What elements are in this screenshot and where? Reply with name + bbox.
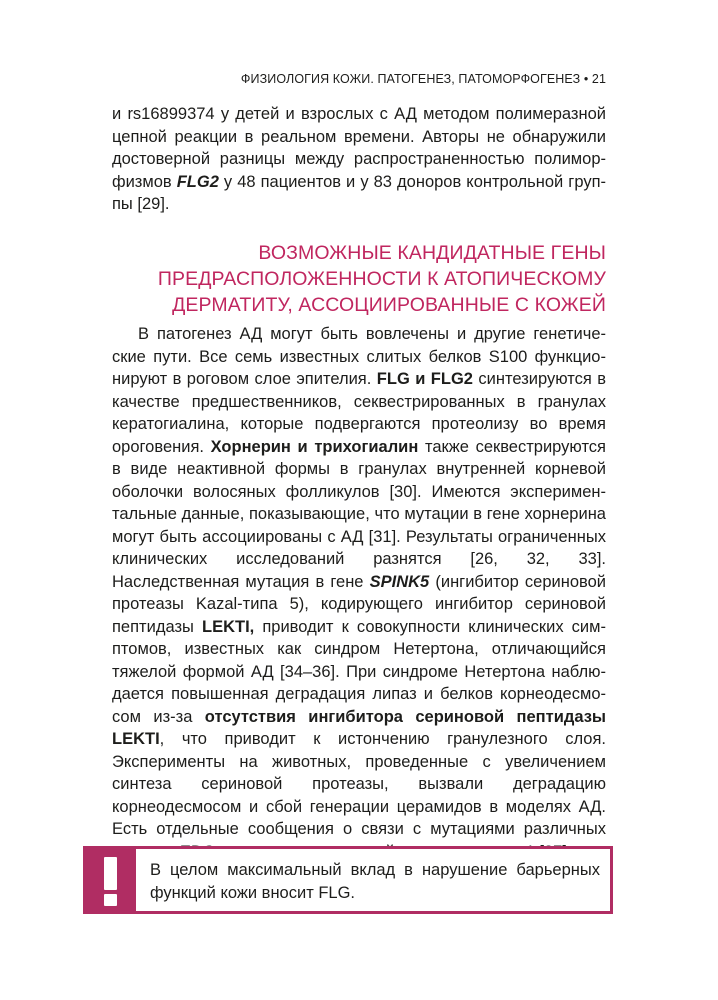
text-run: и rs16899374 у детей и взрослых с АД методом полимеразной цепной реакции в реальном времени. Авторы не обнаружили достоверной разницы между распространенностью полиморфизмов (112, 105, 606, 191)
bold-term-hornerin: Хорнерин и трихогиалин (210, 437, 419, 456)
section-heading-line-3: ДЕРМАТИТУ, АССОЦИИРОВАННЫЕ С КОЖЕЙ (172, 294, 606, 316)
text-run: В патогенез АД могут быть вовлечены и другие генетические пути. Все семь известных слитых белков S100 функционируют в роговом слое эпителия. (112, 325, 606, 388)
page-number: 21 (591, 72, 606, 86)
text-run: , что приводит к истончению гранулезного слоя. Эксперименты на животных, проведенные с увеличением синтеза сериновой протеазы, вызвали деградацию корнеодесмосом и сбой генерации церамидов в моделях АД. Есть отдельные сообщения о связи с мутациями различных (112, 730, 606, 838)
gene-name-flg2: FLG2 (176, 172, 219, 191)
text-run: синтезируются в качестве предшественников, секвестрированных в гранулах кератогиалина, которые подвергаются протеолизу во время ороговения. (112, 370, 606, 456)
running-header-separator: • (583, 72, 589, 86)
text-run: (ингибитор сериновой протеазы Kazal-типа 5), кодирующего ингибитор сериновой пептидазы (112, 572, 607, 636)
text-run: также секвестрируются в виде неактивной формы в гранулах внутренней корневой оболочки волосяных фолликулов [30]. Имеются экспериментальные данные, показывающие, что мутации в гене хорнерина могут быть ассоциированы с АД [31]. Результаты ограниченных клинических исследований разнятся [26, 32, 33]. Наследственная мутация в гене (112, 437, 606, 591)
gene-name-spink5: SPINK5 (369, 572, 430, 591)
key-point-callout (83, 846, 613, 914)
running-header (112, 72, 606, 86)
section-heading-line-1: ВОЗМОЖНЫЕ КАНДИДАТНЫЕ ГЕНЫ (258, 242, 606, 264)
bold-term-lekti: LEKTI, (201, 617, 255, 636)
intro-paragraph (112, 103, 606, 216)
section-heading (112, 240, 606, 318)
bold-term-flg: FLG и FLG2 (376, 370, 473, 388)
text-run: у 48 пациентов и у 83 доноров контрольной группы [29]. (112, 172, 607, 213)
exclamation-icon (86, 849, 136, 911)
main-paragraph (112, 323, 606, 863)
bold-term-lekti-absence: отсутствия ингибитора сериновой пептидазы LEKTI (112, 707, 606, 748)
text-run: приводит к совокупности клинических симптомов, известных как синдром Нетертона, отличающийся тяжелой формой АД [34–36]. При синдроме Нетертона наблюдается повышенная деградация липаз и белков корнеодесмосом из-за (112, 617, 606, 726)
running-header-title: ФИЗИОЛОГИЯ КОЖИ. ПАТОГЕНЕЗ, ПАТОМОРФОГЕНЕЗ (240, 72, 581, 86)
section-heading-line-2: ПРЕДРАСПОЛОЖЕННОСТИ К АТОПИЧЕСКОМУ (157, 268, 606, 290)
callout-text: В целом максимальный вклад в нарушение барьерных функций кожи вносит FLG. (150, 861, 600, 902)
